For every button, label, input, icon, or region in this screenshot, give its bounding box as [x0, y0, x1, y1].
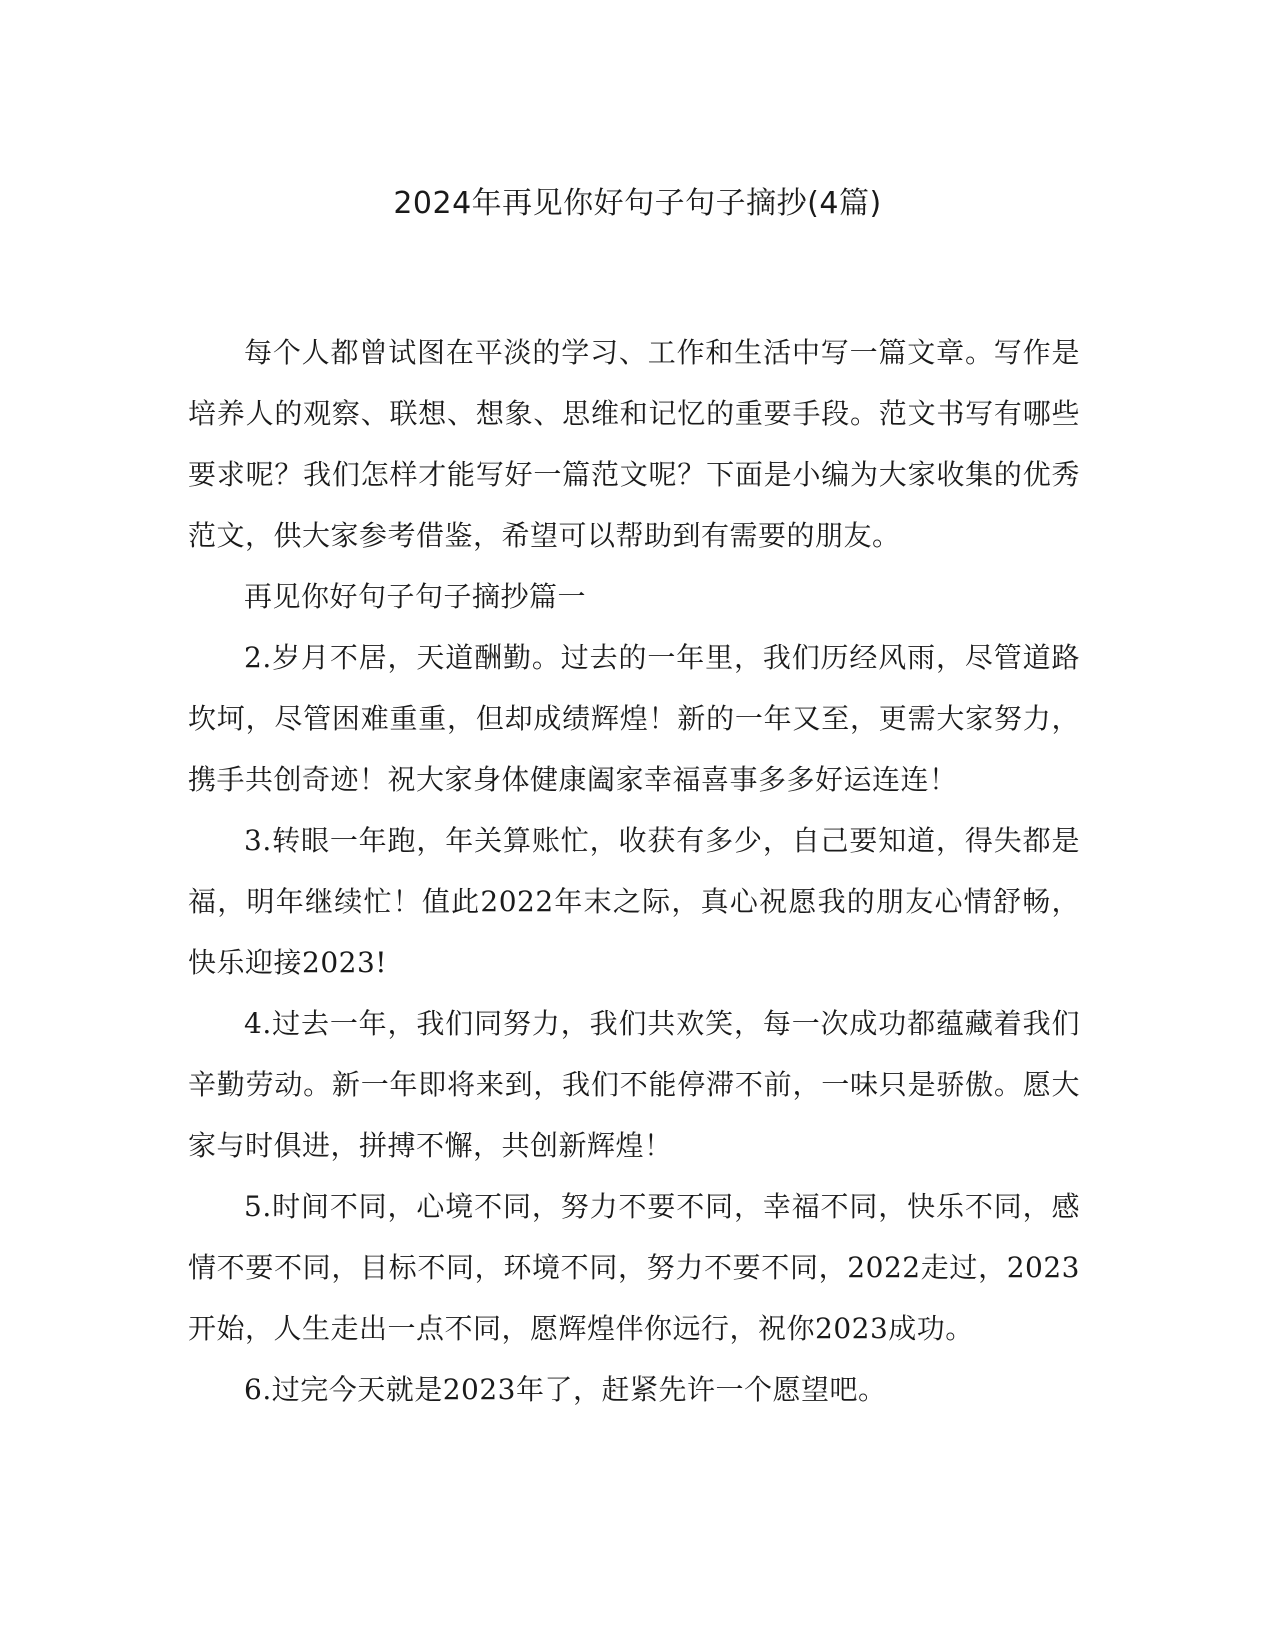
document-title: 2024年再见你好句子句子摘抄(4篇): [393, 186, 882, 221]
quote-paragraph: 5.时间不同，心境不同，努力不要不同，幸福不同，快乐不同，感情不要不同，目标不同，环境不同，努力不要不同，2022走过，2023开始，人生走出一点不同，愿辉煌伴你远行，祝你2023成功。: [188, 1190, 1080, 1345]
section-heading: 再见你好句子句子摘抄篇一: [244, 580, 587, 613]
document-body: [188, 322, 1080, 1420]
quote-paragraph: 6.过完今天就是2023年了，赶紧先许一个愿望吧。: [244, 1373, 887, 1406]
quote-paragraph: 2.岁月不居，天道酬勤。过去的一年里，我们历经风雨，尽管道路坎坷，尽管困难重重，但却成绩辉煌！新的一年又至，更需大家努力，携手共创奇迹！祝大家身体健康阖家幸福喜事多多好运连连！: [188, 641, 1080, 796]
quote-paragraph: 3.转眼一年跑，年关算账忙，收获有多少，自己要知道，得失都是福，明年继续忙！值此2022年末之际，真心祝愿我的朋友心情舒畅，快乐迎接2023!: [188, 824, 1080, 979]
quote-paragraph: 4.过去一年，我们同努力，我们共欢笑，每一次成功都蕴藏着我们辛勤劳动。新一年即将来到，我们不能停滞不前，一味只是骄傲。愿大家与时俱进，拼搏不懈，共创新辉煌！: [188, 1007, 1080, 1162]
intro-paragraph: 每个人都曾试图在平淡的学习、工作和生活中写一篇文章。写作是培养人的观察、联想、想象、思维和记忆的重要手段。范文书写有哪些要求呢？我们怎样才能写好一篇范文呢？下面是小编为大家收集的优秀范文，供大家参考借鉴，希望可以帮助到有需要的朋友。: [188, 336, 1080, 552]
